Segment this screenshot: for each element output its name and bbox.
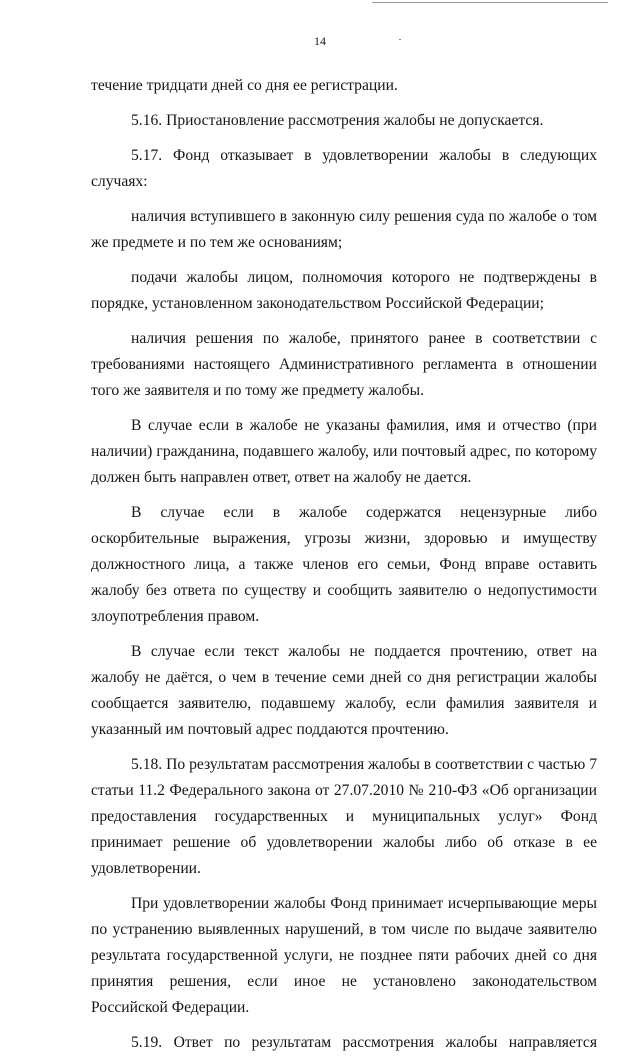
- paragraph-5-18: 5.18. По результатам рассмотрения жалобы в соответствии с частью 7 статьи 11.2 Федерального закона от 27.07.2010 № 210-ФЗ «Об организации предоставления государственных и муниципальных услуг» Фонд принимает решение об удовлетворении жалобы либо об отказе в ее удовлетворении.: [91, 756, 597, 877]
- paragraph-no-name-address: В случае если в жалобе не указаны фамилия, имя и отчество (при наличии) гражданина, подавшего жалобу, или почтовый адрес, по которому должен быть направлен ответ, ответ на жалобу не дается.: [91, 417, 597, 486]
- paragraph-continuation: течение тридцати дней со дня ее регистрации.: [91, 77, 398, 94]
- paragraph-prior-decision: наличия решения по жалобе, принятого ранее в соответствии с требованиями настоящего Административного регламента в отношении того же заявителя и по тому же предмету жалобы.: [91, 330, 597, 399]
- paragraph-5-16: 5.16. Приостановление рассмотрения жалобы не допускается.: [131, 112, 544, 129]
- paragraph-court-decision: наличия вступившего в законную силу решения суда по жалобе о том же предмете и по тем же основаниям;: [91, 208, 597, 251]
- document-body: [91, 73, 597, 1056]
- paragraph-unconfirmed-authority: подачи жалобы лицом, полномочия которого не подтверждены в порядке, установленном законодательством Российской Федерации;: [91, 269, 597, 312]
- top-edge-line: [372, 2, 608, 3]
- paragraph-5-19: 5.19. Ответ по результатам рассмотрения жалобы направляется: [131, 1034, 597, 1051]
- paragraph-unreadable-text: В случае если текст жалобы не поддается прочтению, ответ на жалобу не даётся, о чем в течение семи дней со дня регистрации жалобы сообщается заявителю, подавшему жалобу, если фамилия заявителя и указанный им почтовый адрес поддаются прочтению.: [91, 643, 597, 738]
- paragraph-obscene-language: В случае если в жалобе содержатся нецензурные либо оскорбительные выражения, угрозы жизни, здоровью и имуществу должностного лица, а также членов его семьи, Фонд вправе оставить жалобу без ответа по существу и сообщить заявителю о недопустимости злоупотребления правом.: [91, 504, 597, 625]
- page-number: 14: [314, 34, 326, 48]
- paragraph-5-17: 5.17. Фонд отказывает в удовлетворении жалобы в следующих случаях:: [91, 147, 597, 190]
- paragraph-satisfaction-measures: При удовлетворении жалобы Фонд принимает исчерпывающие меры по устранению выявленных нарушений, в том числе по выдаче заявителю результата государственной услуги, не позднее пяти рабочих дней со дня принятия решения, если иное не установлено законодательством Российской Федерации.: [91, 895, 597, 1016]
